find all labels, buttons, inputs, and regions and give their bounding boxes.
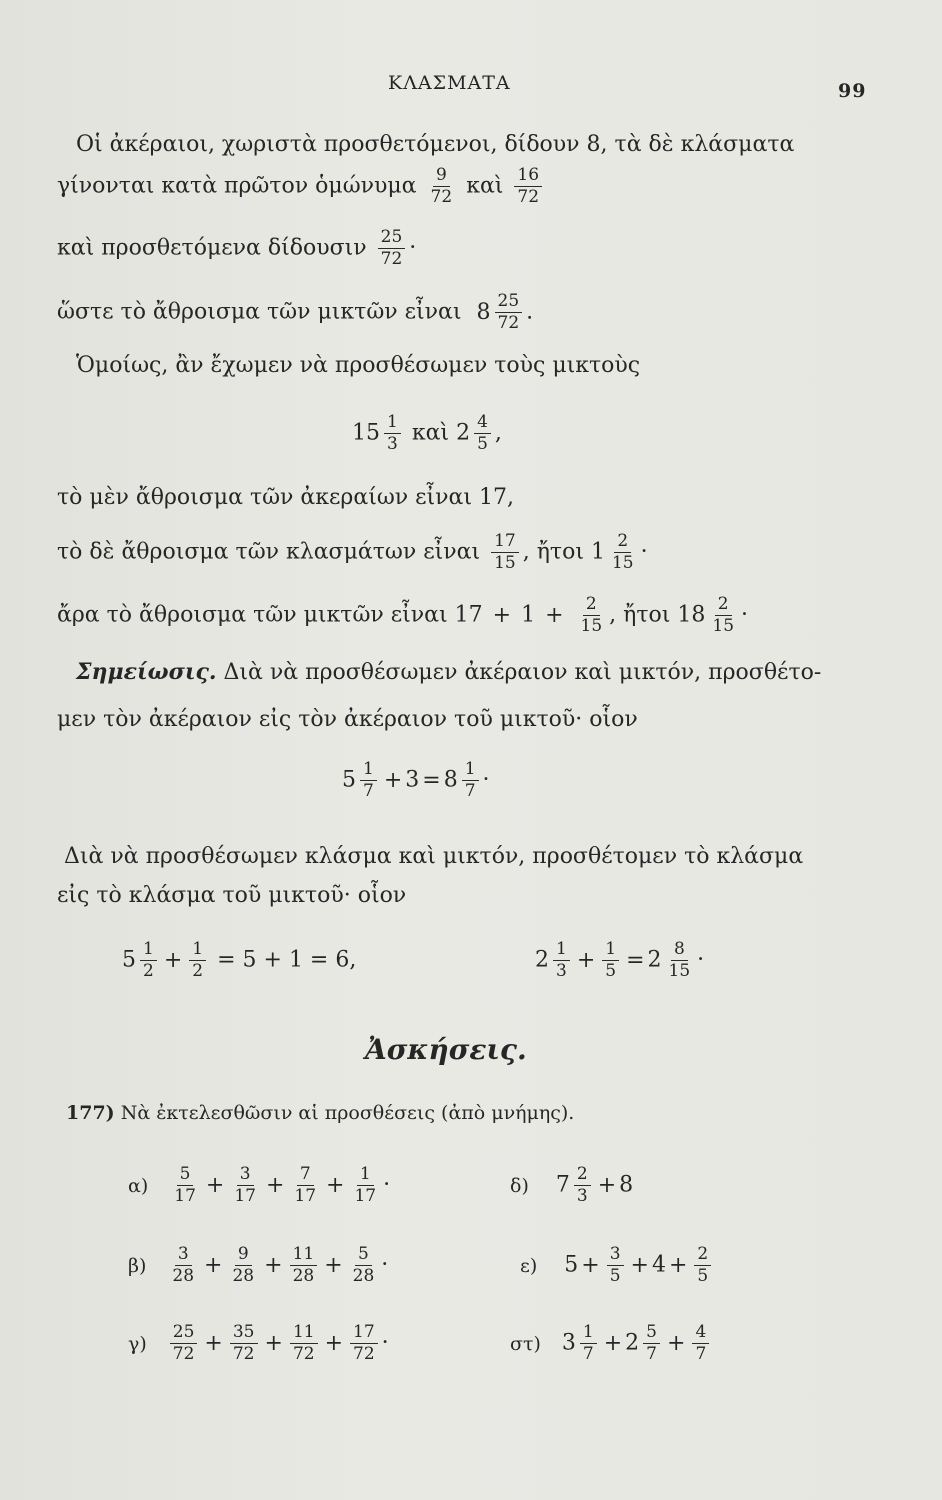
page-number: 99: [838, 80, 867, 102]
numerator: 17: [350, 1323, 378, 1344]
note-line3: Διὰ νὰ προσθέσωμεν κλάσμα καὶ μικτόν, προσθέτομεν τὸ κλάσμα: [64, 844, 804, 869]
exercise-d: [510, 1165, 633, 1206]
mixed-whole: 1: [590, 539, 605, 565]
denominator: 72: [430, 187, 453, 207]
para2-line1: Ὁμοίως, ἂν ἔχωμεν νὰ προσθέσωμεν τοὺς μικτοὺς: [76, 353, 641, 378]
denominator: 17: [174, 1186, 196, 1206]
plus-sign: +: [326, 1172, 345, 1198]
problem-number: 177): [66, 1102, 115, 1124]
denominator: 3: [387, 434, 398, 454]
mixed-whole: 2: [625, 1330, 640, 1356]
plus-sign: +: [603, 1330, 623, 1356]
numerator: 1: [140, 940, 157, 961]
text: , ἤτοι: [522, 539, 584, 565]
fraction: [231, 1165, 259, 1206]
exercise-b: [128, 1245, 388, 1286]
para2-mixed-numbers: [352, 413, 502, 454]
numerator: 2: [574, 1165, 591, 1186]
plus-sign: +: [667, 1330, 686, 1356]
plus-sign: +: [204, 1330, 223, 1356]
plus-sign: +: [383, 767, 403, 793]
denominator: 15: [668, 961, 691, 981]
plus-sign: +: [265, 1172, 285, 1198]
denominator: 72: [380, 249, 403, 269]
numerator: 1: [384, 413, 401, 434]
punct: ·: [640, 539, 648, 565]
equals-sign: =: [626, 947, 645, 973]
para2-line4-text: τὸ δὲ ἄθροισμα τῶν κλασμάτων εἶναι: [57, 539, 481, 565]
fraction: [230, 1323, 258, 1364]
numerator: 35: [230, 1323, 258, 1344]
fraction-1-3: [384, 413, 401, 454]
fraction: [229, 1245, 257, 1286]
para2-line5: [57, 595, 748, 636]
fraction-25-72: [378, 228, 406, 269]
numerator: 25: [495, 292, 523, 313]
denominator: 15: [580, 616, 603, 636]
para1-line3: [57, 228, 416, 269]
equation-rest: = 5 + 1 = 6,: [217, 947, 357, 973]
numerator: 2: [583, 595, 600, 616]
punct: ·: [409, 235, 417, 261]
denominator: 28: [292, 1266, 315, 1286]
para2-line5-text: ἄρα τὸ ἄθροισμα τῶν μικτῶν εἶναι: [57, 602, 448, 628]
fraction: [290, 1323, 318, 1364]
fraction-2-15: [578, 595, 606, 636]
fraction-1-7: [462, 760, 479, 801]
fraction: [291, 1165, 319, 1206]
fraction-8-15: [666, 940, 694, 981]
numerator: 9: [433, 166, 450, 187]
denominator: 72: [517, 187, 540, 207]
mixed-whole: 7: [555, 1172, 570, 1198]
exercise-label: δ): [510, 1174, 529, 1197]
punct: ·: [383, 1172, 391, 1198]
denominator: 7: [464, 781, 476, 801]
punct: ,: [494, 420, 502, 446]
fraction-1-2: [189, 940, 206, 981]
mixed-whole: 5: [342, 767, 356, 793]
denominator: 15: [494, 553, 516, 573]
punct: ·: [697, 947, 705, 973]
denominator: 7: [695, 1344, 707, 1364]
mixed-whole: 2: [456, 420, 471, 446]
numerator: 9: [235, 1245, 252, 1266]
denominator: 28: [172, 1266, 195, 1286]
denominator: 2: [192, 961, 204, 981]
numerator: 11: [290, 1323, 318, 1344]
number: 1: [521, 602, 536, 628]
problem-text: Νὰ ἐκτελεσθῶσιν αἱ προσθέσεις (ἀπὸ μνήμης).: [120, 1102, 575, 1124]
fraction-16-72: [514, 166, 542, 207]
note-equation-3: [535, 940, 704, 981]
numerator: 3: [607, 1245, 624, 1266]
denominator: 5: [605, 961, 617, 981]
exercise-g: [128, 1323, 389, 1364]
para1-line1: Οἱ ἀκέραιοι, χωριστὰ προσθετόμενοι, δίδουν 8, τὰ δὲ κλάσματα: [76, 132, 795, 157]
mixed-whole: 2: [647, 947, 662, 973]
note-line4: εἰς τὸ κλάσμα τοῦ μικτοῦ· οἷον: [57, 883, 407, 908]
plus-sign: +: [668, 1252, 688, 1278]
denominator: 7: [582, 1344, 594, 1364]
denominator: 72: [172, 1344, 195, 1364]
plus-sign: +: [204, 1252, 223, 1278]
fraction: [351, 1165, 379, 1206]
numerator: 1: [602, 940, 619, 961]
exercise-a: [128, 1165, 390, 1206]
fraction-2-3: [574, 1165, 591, 1206]
fraction: [170, 1323, 198, 1364]
plus-sign: +: [205, 1172, 225, 1198]
mixed-whole: 15: [352, 420, 380, 446]
fraction-4-5: [474, 413, 491, 454]
numerator: 5: [177, 1165, 194, 1186]
numerator: 1: [357, 1165, 374, 1186]
mixed-whole: 2: [535, 947, 549, 973]
denominator: 28: [352, 1266, 375, 1286]
fraction: [350, 1245, 378, 1286]
para2-line4: [57, 532, 648, 573]
denominator: 2: [143, 961, 154, 981]
plus-sign: +: [545, 602, 564, 628]
denominator: 17: [234, 1186, 256, 1206]
note-line2: μεν τὸν ἀκέραιον εἰς τὸν ἀκέραιον τοῦ μικτοῦ· οἷον: [57, 707, 638, 732]
numerator: 4: [474, 413, 491, 434]
fraction-1-7: [580, 1323, 597, 1364]
note-equation-1: [342, 760, 490, 801]
fraction: [171, 1165, 199, 1206]
fraction-1-2: [140, 940, 157, 981]
text: , ἤτοι: [609, 602, 671, 628]
fraction-17-15: [491, 532, 519, 573]
number: 3: [405, 767, 420, 793]
denominator: 28: [232, 1266, 255, 1286]
numerator: 25: [378, 228, 406, 249]
number: 8: [619, 1172, 634, 1198]
para2-line3: τὸ μὲν ἄθροισμα τῶν ἀκεραίων εἶναι 17,: [57, 485, 515, 510]
denominator: 5: [697, 1266, 709, 1286]
numerator: 1: [553, 940, 570, 961]
punct: .: [526, 299, 534, 325]
denominator: 72: [353, 1344, 375, 1364]
exercise-label: ε): [520, 1254, 538, 1277]
para1-line2-text: γίνονται κατὰ πρῶτον ὁμώνυμα: [57, 173, 417, 199]
plus-sign: +: [492, 602, 512, 628]
number: 5: [564, 1252, 579, 1278]
note-line1: [76, 658, 821, 687]
denominator: 5: [477, 434, 488, 454]
denominator: 7: [646, 1344, 657, 1364]
fraction-9-72: [428, 166, 456, 207]
number: 4: [651, 1252, 666, 1278]
fraction-2-15: [709, 595, 737, 636]
exercises-heading: Ἀσκήσεις.: [365, 1033, 527, 1066]
mixed-whole: 3: [561, 1330, 576, 1356]
exercise-e: [520, 1245, 715, 1286]
para1-line2: [57, 166, 546, 207]
numerator: 1: [360, 760, 377, 781]
numerator: 5: [355, 1245, 372, 1266]
fraction-4-7: [692, 1323, 709, 1364]
fraction-1-5: [602, 940, 619, 981]
para1-line4: [57, 292, 533, 333]
fraction: [290, 1245, 318, 1286]
fraction-1-3: [553, 940, 570, 981]
numerator: 2: [715, 595, 732, 616]
denominator: 72: [497, 313, 520, 333]
para1-line3-text: καὶ προσθετόμενα δίδουσιν: [57, 235, 367, 261]
plus-sign: +: [597, 1172, 617, 1198]
numerator: 1: [189, 940, 206, 961]
denominator: 3: [556, 961, 567, 981]
running-header: ΚΛΑΣΜΑΤΑ: [388, 72, 511, 94]
fraction-25-72: [495, 292, 523, 333]
fraction-5-7: [643, 1323, 660, 1364]
note-label: Σημείωσις.: [76, 659, 217, 685]
denominator: 72: [232, 1344, 255, 1364]
fraction-2-5: [694, 1245, 711, 1286]
numerator: 2: [614, 532, 631, 553]
plus-sign: +: [630, 1252, 649, 1278]
plus-sign: +: [324, 1330, 344, 1356]
denominator: 5: [609, 1266, 621, 1286]
plus-sign: +: [264, 1330, 283, 1356]
punct: ·: [381, 1252, 389, 1278]
exercise-st: [510, 1323, 713, 1364]
denominator: 17: [354, 1186, 377, 1206]
note-equation-2: [122, 940, 356, 981]
fraction-2-15: [609, 532, 637, 573]
numerator: 11: [290, 1245, 318, 1266]
punct: ·: [482, 767, 490, 793]
exercise-label: στ): [510, 1332, 541, 1355]
numerator: 7: [297, 1165, 314, 1186]
plus-sign: +: [576, 947, 596, 973]
exercise-label: γ): [128, 1332, 147, 1355]
denominator: 15: [611, 553, 634, 573]
denominator: 7: [363, 781, 374, 801]
numerator: 8: [671, 940, 688, 961]
fraction: [350, 1323, 378, 1364]
exercise-label: β): [128, 1254, 147, 1277]
fraction-3-5: [607, 1245, 624, 1286]
numerator: 5: [643, 1323, 660, 1344]
fraction-1-7: [360, 760, 377, 801]
denominator: 15: [712, 616, 735, 636]
numerator: 2: [694, 1245, 711, 1266]
plus-sign: +: [163, 947, 183, 973]
exercise-label: α): [128, 1174, 149, 1197]
problem-177: [66, 1102, 574, 1124]
conjunction: καὶ: [411, 420, 450, 446]
conjunction: καὶ: [466, 173, 504, 199]
numerator: 1: [580, 1323, 597, 1344]
note-text: Διὰ νὰ προσθέσωμεν ἀκέραιον καὶ μικτόν, προσθέτο-: [223, 660, 822, 685]
numerator: 25: [170, 1323, 198, 1344]
fraction: [169, 1245, 197, 1286]
numerator: 4: [692, 1323, 709, 1344]
denominator: 17: [294, 1186, 317, 1206]
plus-sign: +: [324, 1252, 343, 1278]
punct: ·: [741, 602, 749, 628]
numerator: 3: [237, 1165, 254, 1186]
punct: ·: [381, 1330, 389, 1356]
numerator: 16: [514, 166, 542, 187]
denominator: 3: [576, 1186, 588, 1206]
numerator: 3: [175, 1245, 192, 1266]
numerator: 1: [462, 760, 479, 781]
equals-sign: =: [422, 767, 441, 793]
denominator: 72: [292, 1344, 315, 1364]
plus-sign: +: [581, 1252, 600, 1278]
number: 17: [454, 602, 483, 628]
mixed-whole: 5: [122, 947, 136, 973]
mixed-whole: 8: [476, 299, 491, 325]
mixed-whole: 8: [443, 767, 458, 793]
mixed-whole: 18: [677, 602, 706, 628]
numerator: 17: [491, 532, 519, 553]
plus-sign: +: [264, 1252, 283, 1278]
para1-line4-text: ὥστε τὸ ἄθροισμα τῶν μικτῶν εἶναι: [57, 299, 462, 325]
